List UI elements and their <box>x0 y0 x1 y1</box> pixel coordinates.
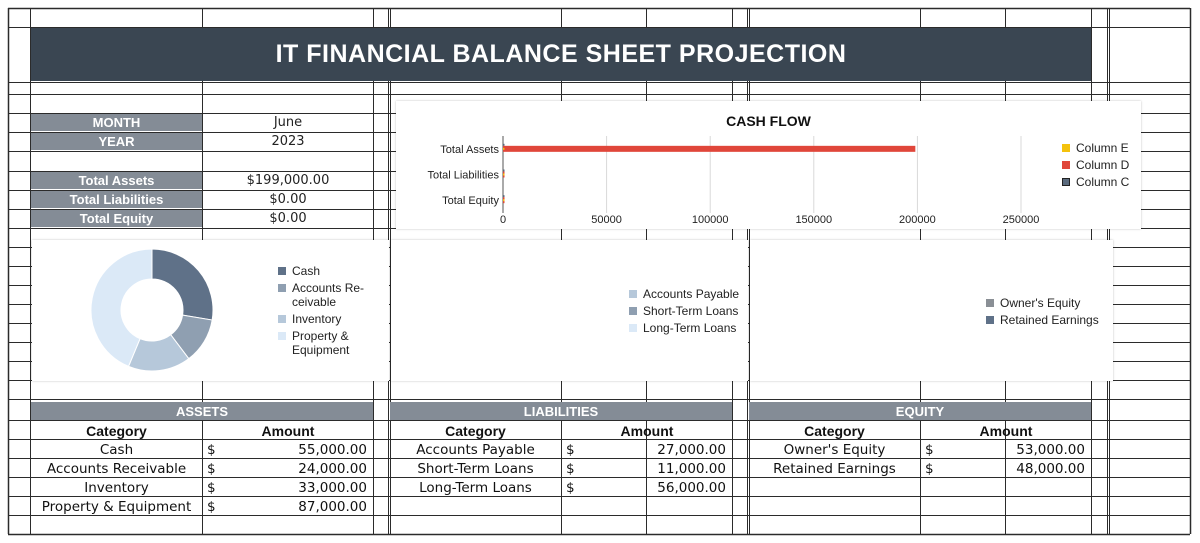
bar-column-c <box>503 144 505 146</box>
cash-flow-chart[interactable] <box>396 101 1141 229</box>
legend-label: Long-Term Loans <box>643 321 737 335</box>
legend-item <box>629 287 739 301</box>
legend-item <box>278 329 378 357</box>
bar-column-d <box>503 146 915 152</box>
cash-flow-title: CASH FLOW <box>726 113 811 129</box>
currency-cell[interactable]: $ <box>207 441 216 458</box>
category-cell[interactable]: Cash <box>99 441 134 458</box>
month-value[interactable]: June <box>203 114 373 131</box>
legend-label: Column C <box>1076 175 1130 189</box>
x-tick-label: 150000 <box>795 214 833 226</box>
year-label: YEAR <box>31 133 202 150</box>
legend-swatch-icon <box>1062 178 1070 186</box>
legend-label: Column D <box>1076 158 1130 172</box>
legend-label: Cash <box>292 264 321 278</box>
category-cell[interactable]: Accounts Payable <box>416 441 535 458</box>
legend-swatch-icon <box>629 290 637 298</box>
legend-item <box>1062 158 1129 172</box>
page-title: IT FINANCIAL BALANCE SHEET PROJECTION <box>31 28 1091 81</box>
total-equity-value[interactable]: $0.00 <box>203 210 373 227</box>
legend-item <box>629 321 739 335</box>
legend-swatch-icon <box>1062 161 1070 169</box>
category-cell[interactable]: Owner's Equity <box>783 441 886 458</box>
amount-cell[interactable]: 33,000.00 <box>298 479 367 496</box>
assets-col-amount: Amount <box>261 422 315 439</box>
x-tick-label: 50000 <box>591 214 622 226</box>
category-cell[interactable]: Short-Term Loans <box>417 460 534 477</box>
total-liabilities-value[interactable]: $0.00 <box>203 191 373 208</box>
category-cell[interactable]: Long-Term Loans <box>419 479 532 496</box>
currency-cell[interactable]: $ <box>566 479 575 496</box>
bar-column-c <box>503 195 505 197</box>
x-tick-label: 250000 <box>1002 214 1040 226</box>
legend-label: Inventory <box>292 312 342 326</box>
currency-cell[interactable]: $ <box>207 460 216 477</box>
cash-flow-legend <box>1062 141 1129 192</box>
legend-item <box>629 304 739 318</box>
legend-item <box>278 281 378 309</box>
legend-label: Property & Equipment <box>292 329 350 357</box>
legend-swatch-icon <box>986 316 994 324</box>
liabilities-legend <box>629 287 739 338</box>
category-cell[interactable]: Inventory <box>84 479 149 496</box>
equity-legend <box>986 296 1099 330</box>
equity-header: EQUITY <box>749 402 1091 420</box>
legend-swatch-icon <box>278 332 286 340</box>
category-cell[interactable]: Accounts Receivable <box>46 460 187 477</box>
currency-cell[interactable]: $ <box>925 460 934 477</box>
currency-cell[interactable]: $ <box>566 441 575 458</box>
year-value[interactable]: 2023 <box>203 133 373 150</box>
legend-swatch-icon <box>629 324 637 332</box>
liabilities-chart[interactable] <box>391 240 748 381</box>
legend-label: Short-Term Loans <box>643 304 739 318</box>
currency-cell[interactable]: $ <box>566 460 575 477</box>
legend-label: Column E <box>1076 141 1129 155</box>
month-label: MONTH <box>31 114 202 131</box>
amount-cell[interactable]: 48,000.00 <box>1016 460 1085 477</box>
cash-flow-plot <box>396 101 1141 229</box>
legend-label: Accounts Payable <box>643 287 740 301</box>
total-liabilities-label: Total Liabilities <box>31 191 202 208</box>
legend-item <box>986 313 1099 327</box>
y-category-label: Total Equity <box>442 195 499 208</box>
amount-cell[interactable]: 11,000.00 <box>657 460 726 477</box>
amount-cell[interactable]: 55,000.00 <box>298 441 367 458</box>
legend-item <box>278 312 378 326</box>
currency-cell[interactable]: $ <box>207 479 216 496</box>
total-equity-label: Total Equity <box>31 210 202 227</box>
x-tick-label: 0 <box>499 214 507 226</box>
legend-label: Accounts Re- ceivable <box>292 281 365 309</box>
equity-col-category: Category <box>804 422 865 439</box>
liabilities-col-amount: Amount <box>620 422 674 439</box>
donut-slice-cash <box>152 249 213 320</box>
legend-swatch-icon <box>278 267 286 275</box>
total-assets-label: Total Assets <box>31 172 202 189</box>
amount-cell[interactable]: 87,000.00 <box>298 498 367 515</box>
assets-header: ASSETS <box>31 402 373 420</box>
amount-cell[interactable]: 53,000.00 <box>1016 441 1085 458</box>
assets-legend <box>278 264 378 360</box>
donut-plot <box>87 245 217 375</box>
assets-col-category: Category <box>86 422 147 439</box>
y-category-label: Total Assets <box>440 143 499 156</box>
x-tick-label: 100000 <box>691 214 729 226</box>
liabilities-header: LIABILITIES <box>390 402 732 420</box>
legend-item <box>1062 141 1129 155</box>
y-category-label: Total Liabilities <box>427 169 499 182</box>
category-cell[interactable]: Retained Earnings <box>773 460 896 477</box>
assets-donut-chart[interactable] <box>32 240 389 381</box>
equity-col-amount: Amount <box>979 422 1033 439</box>
legend-swatch-icon <box>629 307 637 315</box>
legend-item <box>1062 175 1129 189</box>
bar-column-c <box>503 170 505 172</box>
legend-label: Retained Earnings <box>1000 313 1099 327</box>
amount-cell[interactable]: 56,000.00 <box>657 479 726 496</box>
liabilities-col-category: Category <box>445 422 506 439</box>
legend-swatch-icon <box>986 299 994 307</box>
currency-cell[interactable]: $ <box>925 441 934 458</box>
bar-column-e <box>503 199 505 201</box>
legend-swatch-icon <box>278 315 286 323</box>
legend-item <box>986 296 1099 310</box>
total-assets-value[interactable]: $199,000.00 <box>203 172 373 189</box>
legend-swatch-icon <box>278 284 286 292</box>
bar-column-e <box>503 174 505 176</box>
legend-swatch-icon <box>1062 144 1070 152</box>
legend-label: Owner's Equity <box>1000 296 1081 310</box>
amount-cell[interactable]: 24,000.00 <box>298 460 367 477</box>
legend-item <box>278 264 378 278</box>
equity-chart[interactable] <box>750 240 1113 381</box>
amount-cell[interactable]: 27,000.00 <box>657 441 726 458</box>
category-cell[interactable]: Property & Equipment <box>41 498 192 515</box>
x-tick-label: 200000 <box>899 214 936 226</box>
currency-cell[interactable]: $ <box>207 498 216 515</box>
bar-column-e <box>503 148 505 150</box>
